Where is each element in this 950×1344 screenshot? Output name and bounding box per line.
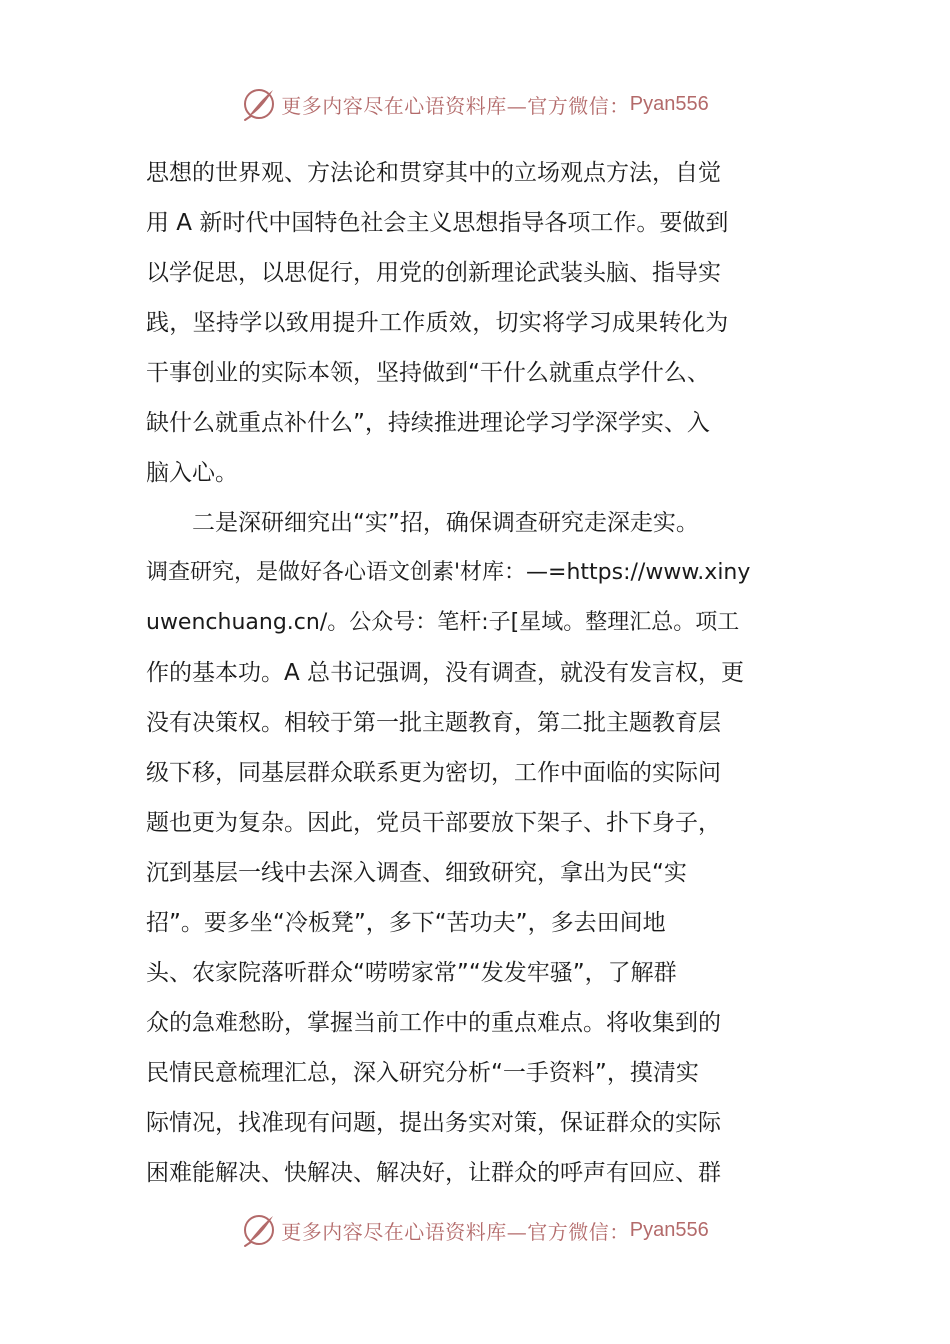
text-line: 民情民意梳理汇总，深入研究分析“一手资料”，摸清实 [146,1060,699,1086]
text-line: 众的急难愁盼，掌握当前工作中的重点难点。将收集到的 [146,1010,721,1036]
document-body [146,148,806,1198]
text-line: 践，坚持学以致用提升工作质效，切实将学习成果转化为 [146,310,729,336]
text-line: 用 A 新时代中国特色社会主义思想指导各项工作。要做到 [146,210,729,236]
text-line: 际情况，找准现有问题，提出务实对策，保证群众的实际 [146,1110,721,1136]
header-wechat-id: Pyan556 [629,92,709,115]
text-line: 题也更为复杂。因此，党员干部要放下架子、扑下身子， [146,810,721,836]
paragraph-start-line: 二是深研细究出“实”招，确保调查研究走深走实。 [192,510,699,536]
text-line: 头、农家院落听群众“唠唠家常”“发发牢骚”，了解群 [146,960,677,986]
text-line: 沉到基层一线中去深入调查、细致研究，拿出为民“实 [146,860,687,886]
text-line: uwenchuang.cn/。公众号：笔杆:子[星域。整理汇总。项工 [146,610,740,635]
feather-pen-in-circle-icon [241,86,277,122]
text-line: 缺什么就重点补什么”，持续推进理论学习学深学实、入 [146,410,710,436]
text-line: 困难能解决、快解决、解决好，让群众的呼声有回应、群 [146,1160,721,1186]
text-line: 以学促思，以思促行，用党的创新理论武装头脑、指导实 [146,260,721,286]
header-banner-text: 更多内容尽在心语资料库—官方微信： [281,93,630,118]
feather-pen-in-circle-icon [241,1212,277,1248]
text-line: 思想的世界观、方法论和贯穿其中的立场观点方法，自觉 [146,160,721,186]
text-line: 级下移，同基层群众联系更为密切，工作中面临的实际问 [146,760,721,786]
text-line: 没有决策权。相较于第一批主题教育，第二批主题教育层 [146,710,721,736]
text-line: 脑入心。 [146,460,238,486]
text-line: 干事创业的实际本领，坚持做到“干什么就重点学什么、 [146,360,710,386]
text-line: 招”。要多坐“冷板凳”，多下“苦功夫”，多去田间地 [146,910,666,936]
text-line: 作的基本功。A 总书记强调，没有调查，就没有发言权，更 [146,660,745,686]
footer-wechat-id: Pyan556 [629,1218,709,1241]
footer-banner [0,1210,950,1250]
header-banner [0,84,950,124]
footer-banner-text: 更多内容尽在心语资料库—官方微信： [281,1219,630,1244]
text-line: 调查研究，是做好各心语文创素'材库：—=https://www.xiny [146,560,751,585]
